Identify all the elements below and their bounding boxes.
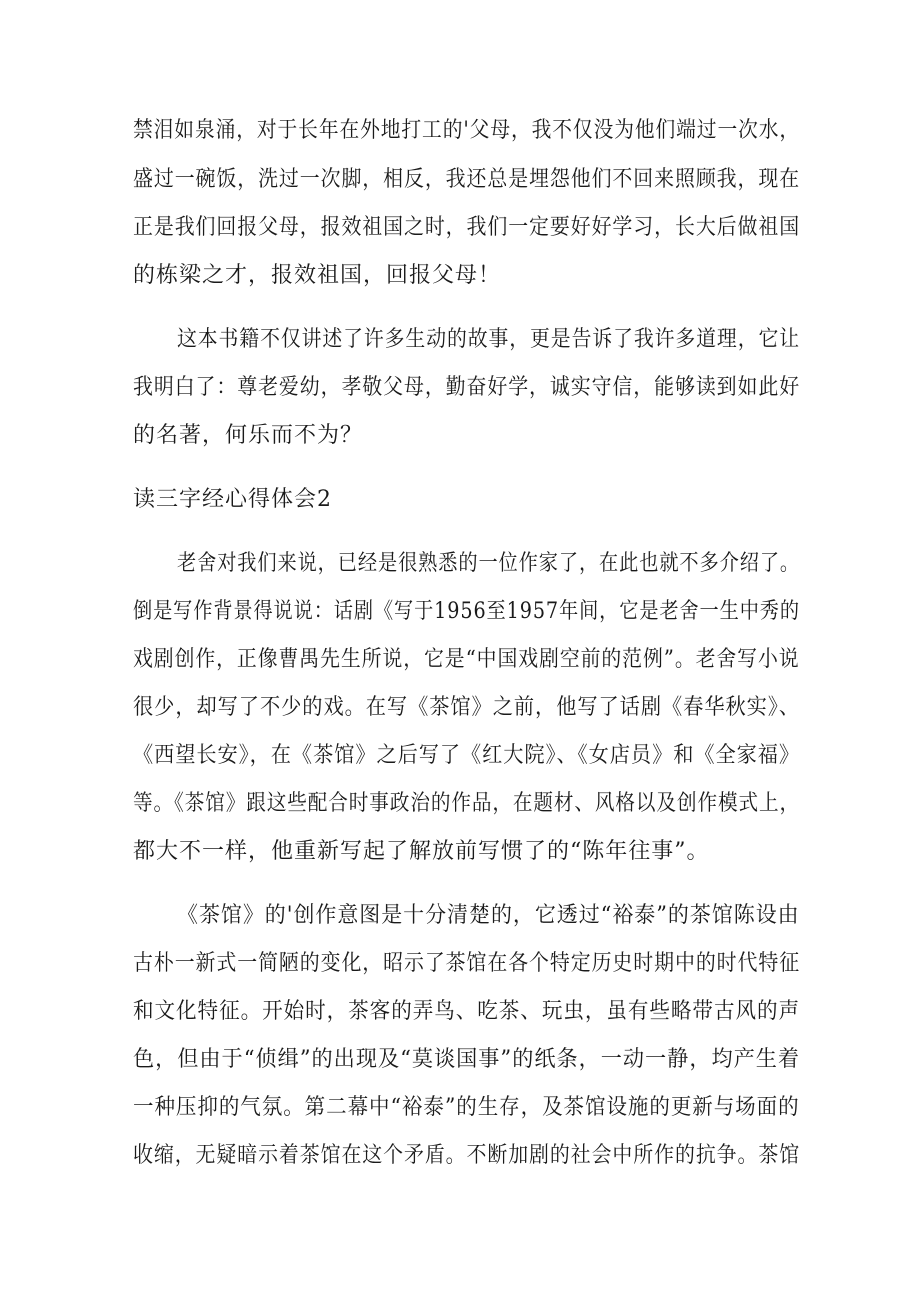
paragraph-2-line-1: 这本书籍不仅讲述了许多生动的故事，更是告诉了我许多道理，它让 — [177, 327, 801, 352]
paragraph-3-line-3: 戏剧创作，正像曹禺先生所说，它是“中国戏剧空前的范例”。老舍写小说 — [133, 647, 800, 672]
paragraph-4-line-2: 古朴一新式一简陋的变化，昭示了茶馆在各个特定历史时期中的时代特征 — [133, 951, 801, 976]
section-heading: 读三字经心得体会2 — [133, 487, 332, 512]
paragraph-4-line-1: 《茶馆》的'创作意图是十分清楚的，它透过“裕泰”的茶馆陈设由 — [177, 903, 800, 928]
paragraph-3-line-1: 老舍对我们来说，已经是很熟悉的一位作家了，在此也就不多介绍了。 — [177, 551, 801, 576]
paragraph-1-line-3: 正是我们回报父母，报效祖国之时，我们一定要好好学习，长大后做祖国 — [133, 215, 801, 240]
paragraph-3-line-4: 很少，却写了不少的戏。在写《茶馆》之前，他写了话剧《春华秋实》、 — [133, 695, 801, 720]
paragraph-1-line-4: 的栋梁之才，报效祖国，回报父母！ — [133, 263, 502, 288]
paragraph-3-line-7: 都大不一样，他重新写起了解放前写惯了的“陈年往事”。 — [133, 839, 710, 864]
paragraph-4-line-5: 一种压抑的气氛。第二幕中“裕泰”的生存，及茶馆设施的更新与场面的 — [133, 1095, 800, 1120]
paragraph-3-line-5: 《西望长安》，在《茶馆》之后写了《红大院》、《女店员》和《全家福》 — [133, 743, 800, 768]
paragraph-2-line-3: 的名著，何乐而不为？ — [133, 423, 364, 448]
paragraph-4-line-4: 色，但由于“侦缉”的出现及“莫谈国事”的纸条，一动一静，均产生着 — [133, 1047, 801, 1072]
paragraph-4-line-6: 收缩，无疑暗示着茶馆在这个矛盾。不断加剧的社会中所作的抗争。茶馆 — [133, 1143, 801, 1168]
paragraph-4-line-3: 和文化特征。开始时，茶客的弄鸟、吃茶、玩虫，虽有些略带古风的声 — [133, 999, 801, 1024]
paragraph-1-line-1: 禁泪如泉涌，对于长年在外地打工的'父母，我不仅没为他们端过一次水， — [133, 118, 801, 143]
paragraph-3-line-6: 等。《茶馆》跟这些配合时事政治的作品，在题材、风格以及创作模式上， — [133, 791, 801, 816]
paragraph-1-line-2: 盛过一碗饭，洗过一次脚，相反，我还总是埋怨他们不回来照顾我，现在 — [133, 167, 801, 192]
paragraph-2-line-2: 我明白了：尊老爱幼，孝敬父母，勤奋好学，诚实守信，能够读到如此好 — [133, 375, 801, 400]
paragraph-3-line-2: 倒是写作背景得说说：话剧《写于1956至1957年间，它是老舍一生中秀的 — [133, 599, 800, 624]
